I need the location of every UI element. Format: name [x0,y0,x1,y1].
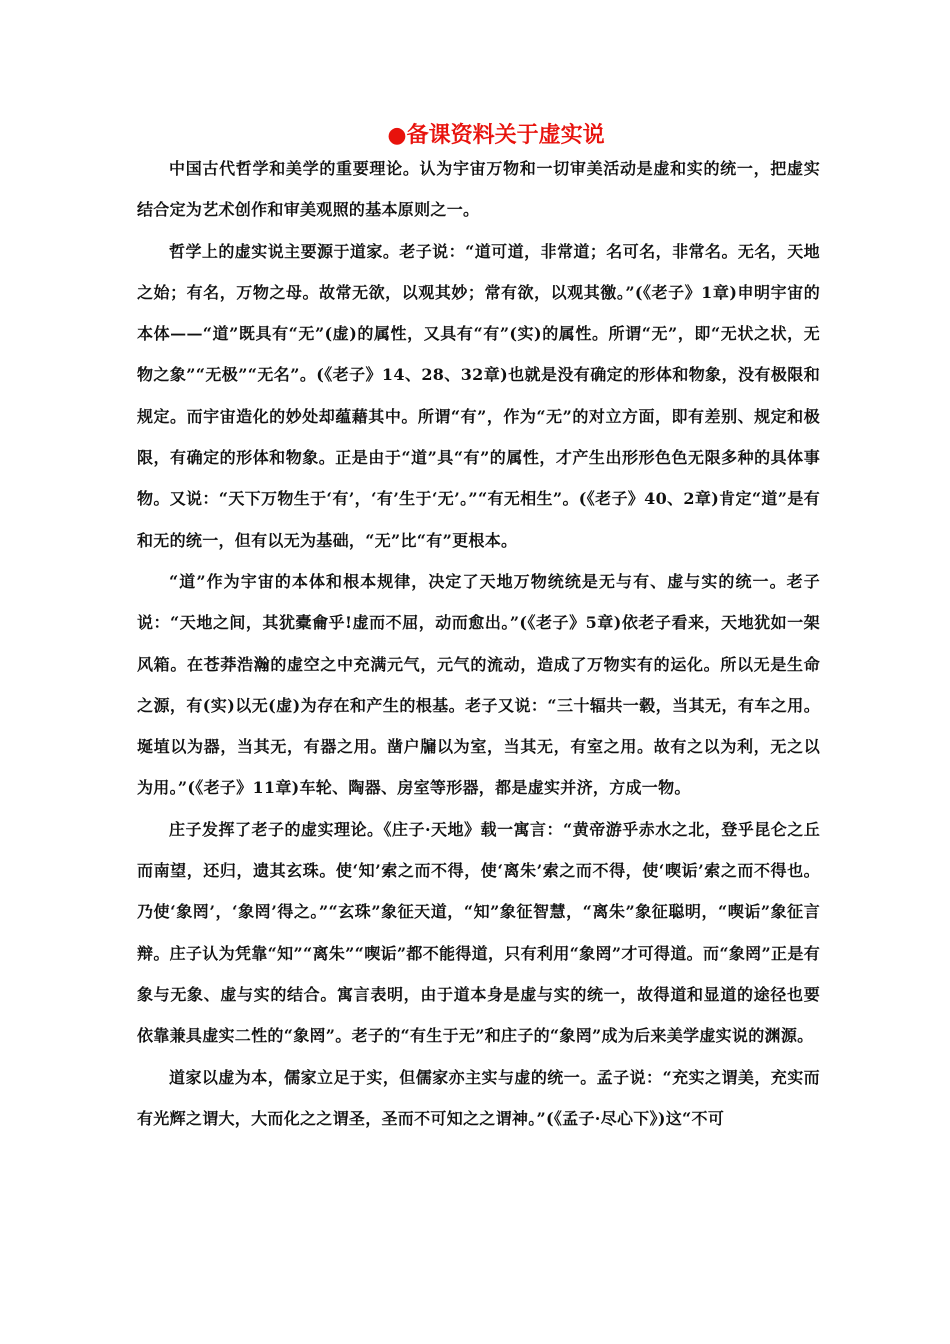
paragraph-confucian: 道家以虚为本，儒家立足于实，但儒家亦主实与虚的统一。孟子说：“充实之谓美，充实而有光辉之谓大，大而化之之谓圣，圣而不可知之之谓神。”(《孟子·尽心下》)这“不可 [137,1067,820,1128]
paragraph-dao: “道”作为宇宙的本体和根本规律，决定了天地万物统统是无与有、虚与实的统一。老子说：“天地之间，其犹橐龠乎!虚而不屈，动而愈出。”(《老子》5章)依老子看来，天地犹如一架风箱。在苍莽浩瀚的虚空之中充满元气，元气的流动，造成了万物实有的运化。所以无是生命之源，有(实)以无(虚)为存在和产生的根基。老子又说：“三十辐共一毂，当其无，有车之用。埏埴以为器，当其无，有器之用。凿户牖以为室，当其无，有室之用。故有之以为利，无之以为用。”(《老子》11章)车轮、陶器、房室等形器，都是虚实并济，方成一物。 [137,571,820,798]
document-body [137,148,820,1139]
paragraph-zhuangzi: 庄子发挥了老子的虚实理论。《庄子·天地》载一寓言：“黄帝游乎赤水之北，登乎昆仑之丘而南望，还归，遗其玄珠。使‘知’索之而不得，使‘离朱’索之而不得，使‘喫诟’索之而不得也。乃使‘象罔’，‘象罔’得之。”“玄珠”象征天道，“知”象征智慧，“离朱”象征聪明，“喫诟”象征言辩。庄子认为凭靠“知”“离朱”“喫诟”都不能得道，只有利用“象罔”才可得道。而“象罔”正是有象与无象、虚与实的结合。寓言表明，由于道本身是虚与实的统一，故得道和显道的途径也要依靠兼具虚实二性的“象罔”。老子的“有生于无”和庄子的“象罔”成为后来美学虚实说的渊源。 [137,819,820,1046]
paragraph-philosophy: 哲学上的虚实说主要源于道家。老子说：“道可道，非常道；名可名，非常名。无名，天地之始；有名，万物之母。故常无欲，以观其妙；常有欲，以观其徼。”(《老子》1章)申明宇宙的本体——“道”既具有“无”(虚)的属性，又具有“有”(实)的属性。所谓“无”，即“无状之状，无物之象”“无极”“无名”。(《老子》14、28、32章)也就是没有确定的形体和物象，没有极限和规定。而宇宙造化的妙处却蕴藉其中。所谓“有”，作为“无”的对立方面，即有差别、规定和极限，有确定的形体和物象。正是由于“道”具“有”的属性，才产生出形形色色无限多种的具体事物。又说：“天下万物生于‘有’，‘有’生于‘无’。”“有无相生”。(《老子》40、2章)肯定“道”是有和无的统一，但有以无为基础，“无”比“有”更根本。 [137,241,820,550]
paragraph-intro: 中国古代哲学和美学的重要理论。认为宇宙万物和一切审美活动是虚和实的统一，把虚实结合定为艺术创作和审美观照的基本原则之一。 [137,159,820,220]
document-title: ●备课资料关于虚实说 [387,122,605,148]
